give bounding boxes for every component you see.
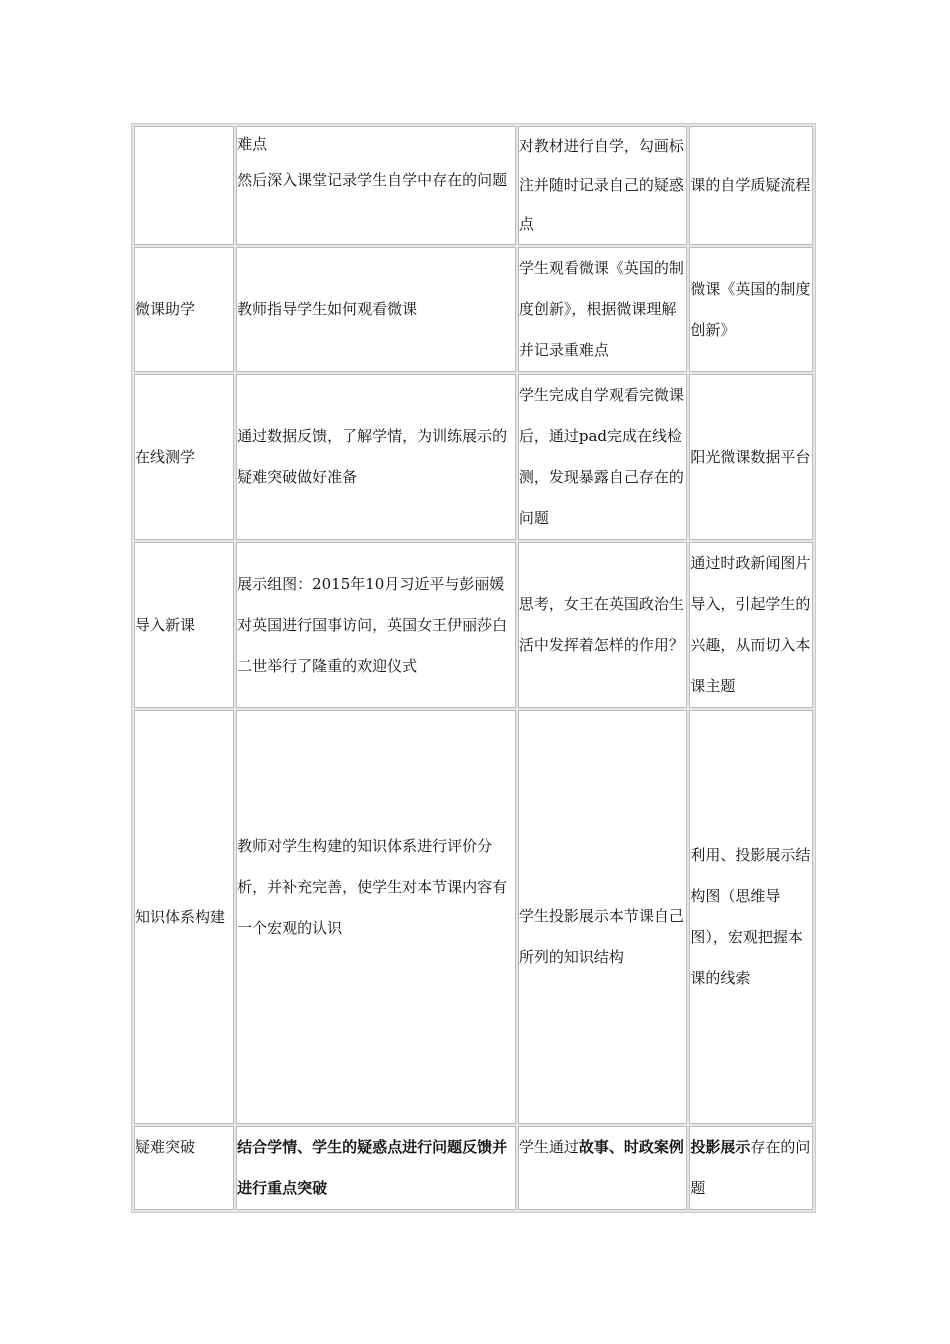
student-activity-cell: 对教材进行自学，勾画标注并随时记录自己的疑惑点: [518, 126, 688, 245]
table-row: [134, 247, 813, 372]
design-intent-text: 存在的问题: [690, 1138, 811, 1197]
teacher-activity-cell: 教师指导学生如何观看微课: [236, 247, 516, 372]
table-row: [134, 374, 813, 540]
teacher-activity-cell: 展示组图：2015年10月习近平与彭丽媛对英国进行国事访问，英国女王伊丽莎白二世举行了隆重的欢迎仪式: [236, 542, 516, 708]
teacher-activity-cell: [236, 1126, 516, 1210]
teacher-activity-cell: 教师对学生构建的知识体系进行评价分析，并补充完善，使学生对本节课内容有一个宏观的认识: [236, 710, 516, 1124]
table-row: [134, 710, 813, 1124]
lesson-plan-table: [131, 123, 816, 1213]
table-row: [134, 542, 813, 708]
teacher-activity-text: 然后深入课堂记录学生自学中存在的问题: [237, 171, 508, 189]
design-intent-bold-text: 投影展示: [690, 1138, 751, 1156]
table-row: [134, 1126, 813, 1210]
stage-cell: 微课助学: [134, 247, 234, 372]
design-intent-cell: 阳光微课数据平台: [689, 374, 813, 540]
teacher-activity-text: 难点: [237, 135, 268, 153]
student-activity-cell: [518, 1126, 688, 1210]
student-activity-cell: 学生完成自学观看完微课后，通过pad完成在线检测，发现暴露自己存在的问题: [518, 374, 688, 540]
stage-cell: 知识体系构建: [134, 710, 234, 1124]
teacher-activity-bold-text: 结合学情、学生的疑惑点进行问题反馈并进行重点突破: [237, 1138, 508, 1197]
design-intent-cell: 微课《英国的制度创新》: [689, 247, 813, 372]
design-intent-cell: [689, 1126, 813, 1210]
student-activity-cell: 学生观看微课《英国的制度创新》，根据微课理解并记录重难点: [518, 247, 688, 372]
design-intent-cell: 通过时政新闻图片导入，引起学生的兴趣，从而切入本课主题: [689, 542, 813, 708]
student-activity-cell: 思考，女王在英国政治生活中发挥着怎样的作用？: [518, 542, 688, 708]
student-activity-cell: 学生投影展示本节课自己所列的知识结构: [518, 710, 688, 1124]
teacher-activity-cell: [236, 126, 516, 245]
stage-cell: 导入新课: [134, 542, 234, 708]
student-activity-text: 学生通过: [518, 1138, 579, 1156]
stage-cell: 在线测学: [134, 374, 234, 540]
design-intent-cell: 利用、投影展示结构图（思维导图），宏观把握本课的线索: [689, 710, 813, 1124]
table-row: [134, 126, 813, 245]
stage-cell: [134, 126, 234, 245]
stage-cell: 疑难突破: [134, 1126, 234, 1210]
student-activity-bold-text: 故事、时政案例: [578, 1138, 684, 1156]
teacher-activity-cell: 通过数据反馈，了解学情，为训练展示的疑难突破做好准备: [236, 374, 516, 540]
design-intent-cell: 课的自学质疑流程: [689, 126, 813, 245]
